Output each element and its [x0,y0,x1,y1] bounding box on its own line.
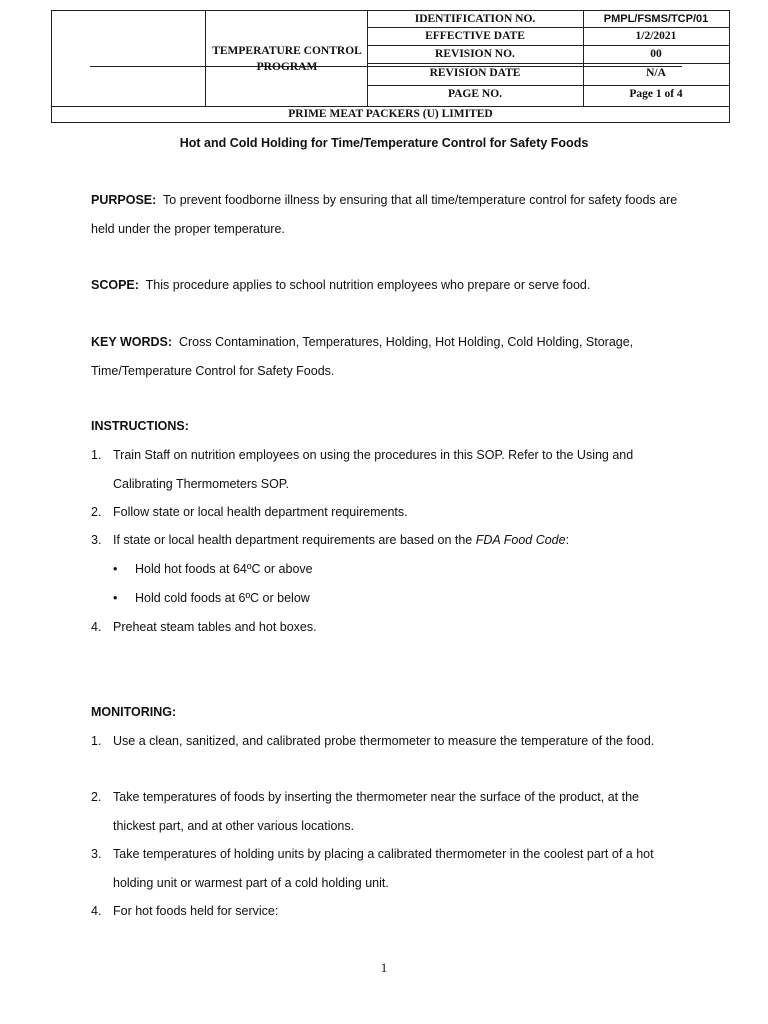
header-row-line [367,63,729,64]
list-text: Follow state or local health department requirements. [113,505,408,519]
list-number: 3. [91,533,102,547]
effective-date-label: EFFECTIVE DATE [425,30,525,42]
revision-date-value: N/A [646,67,666,79]
list-number: 1. [91,448,102,462]
revision-no-value: 00 [650,48,662,60]
revision-date-label: REVISION DATE [429,67,521,79]
list-number: 1. [91,734,102,748]
bullet-icon: • [113,591,118,605]
header-row-line [52,106,729,107]
list-text: Use a clean, sanitized, and calibrated probe thermometer to measure the temperature of the food. [113,734,655,748]
purpose-text: To prevent foodborne illness by ensuring that all time/temperature control for safety foods are held under the proper temperature. [91,193,678,236]
key-words-paragraph [91,328,691,385]
bullet-text: Hold cold foods at 6ºC or below [135,591,310,605]
header-row-line [367,85,729,86]
scope-label: SCOPE: [91,278,139,292]
list-number: 4. [91,904,102,918]
company-name: PRIME MEAT PACKERS (U) LIMITED [288,108,493,120]
page-no-value: Page 1 of 4 [629,88,683,100]
monitoring-heading: MONITORING: [91,705,177,719]
purpose-label: PURPOSE: [91,193,157,207]
list-text-part: If state or local health department requirements are based on the [113,533,476,547]
list-number: 2. [91,505,102,519]
purpose-paragraph [91,186,691,243]
key-words-label: KEY WORDS: [91,335,173,349]
program-title: TEMPERATURE CONTROL PROGRAM [212,45,362,73]
list-text: For hot foods held for service: [113,904,279,918]
page-no-label: PAGE NO. [447,88,503,100]
document-title: Hot and Cold Holding for Time/Temperature Control for Safety Foods [179,136,589,150]
fda-food-code-reference: FDA Food Code [475,533,566,547]
revision-no-label: REVISION NO. [435,48,515,60]
key-words-text: Cross Contamination, Temperatures, Holding, Hot Holding, Cold Holding, Storage, Time/Temperature Control for Safety Foods. [91,335,634,378]
header-table [51,10,730,123]
identification-value: PMPL/FSMS/TCP/01 [603,13,709,25]
effective-date-value: 1/2/2021 [635,30,677,42]
list-text-part: : [565,533,570,547]
bullet-icon: • [113,562,118,576]
list-text: Take temperatures of holding units by placing a calibrated thermometer in the coolest part of a hot holding unit or warmest part of a cold holding unit. [113,847,654,890]
instructions-heading: INSTRUCTIONS: [91,419,189,433]
list-number: 2. [91,790,102,804]
identification-label: IDENTIFICATION NO. [414,13,536,25]
list-text [113,526,683,555]
header-divider [205,11,206,107]
list-text: Train Staff on nutrition employees on using the procedures in this SOP. Refer to the Using and Calibrating Thermometers SOP. [113,448,634,491]
header-strike-line [90,66,682,67]
header-row-line [367,45,729,46]
list-text: Take temperatures of foods by inserting the thermometer near the surface of the product, at the thickest part, and at other various locations. [113,790,639,833]
scope-paragraph [91,271,691,300]
list-number: 3. [91,847,102,861]
page-number: 1 [380,960,388,975]
bullet-text: Hold hot foods at 64ºC or above [135,562,313,576]
list-text: Preheat steam tables and hot boxes. [113,620,317,634]
header-row-line [367,27,729,28]
scope-text: This procedure applies to school nutrition employees who prepare or serve food. [145,278,591,292]
list-number: 4. [91,620,102,634]
